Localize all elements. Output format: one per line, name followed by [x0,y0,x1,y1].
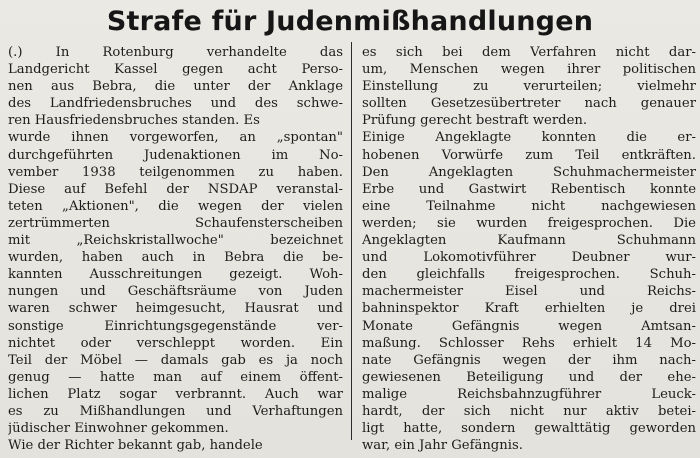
text-line: ren Hausfriedensbruches standen. Es [8,113,260,129]
text-line: machermeister Eisel und Reichs- [362,284,696,300]
text-line: mit „Reichskristallwoche" bezeichnet [8,233,343,249]
text-line: den gleichfalls freigesprochen. Schuh- [362,267,696,283]
text-line: nate Gefängnis wegen der ihm nach- [362,352,696,368]
text-line: waren schwer heimgesucht, Hausrat und [8,301,343,317]
text-line: des Landfriedensbruches und des schwe- [8,96,343,112]
text-line: maßung. Schlosser Rehs erhielt 14 Mo- [362,335,696,351]
text-line: und Lokomotivführer Deubner wur- [362,250,696,266]
text-line: hardt, der sich nicht nur aktiv betei- [362,403,696,419]
text-line: gewiesenen Beteiligung und der ehe- [362,369,696,385]
text-line: Teil der Möbel — damals gab es ja noch [8,352,343,368]
text-line: wurden, haben auch in Bebra die be- [8,250,343,266]
text-line: jüdischer Einwohner gekommen. [8,421,229,437]
text-line: nungen und Geschäftsräume von Juden [8,284,343,300]
text-line: nen aus Bebra, die unter der Anklage [8,79,343,95]
text-line: Einstellung zu verurteilen; vielmehr [362,79,696,95]
text-line: Erbe und Gastwirt Rebentisch konnte [362,181,696,197]
text-line: Den Angeklagten Schuhmachermeister [362,164,696,180]
text-line: Diese auf Befehl der NSDAP veranstal- [8,181,343,197]
text-line: Monate Gefängnis wegen Amtsan- [362,318,696,334]
text-line: malige Reichsbahnzugführer Leuck- [362,386,696,402]
left-column [8,44,343,454]
text-line: Wie der Richter bekannt gab, handele [8,438,263,454]
text-line: Angeklagten Kaufmann Schuhmann [362,233,696,249]
text-line: war, ein Jahr Gefängnis. [362,438,523,454]
text-line: teten „Aktionen", die wegen der vielen [8,198,343,214]
text-line: es sich bei dem Verfahren nicht dar- [362,45,696,60]
text-line: sollten Gesetzesübertreter nach genauer [362,96,696,112]
text-line: bahninspektor Kraft erhielten je drei [362,301,696,317]
text-line: Landgericht Kassel gegen acht Perso- [8,62,343,78]
text-line: zertrümmerten Schaufensterscheiben [8,215,343,231]
text-line: eine Teilnahme nicht nachgewiesen [362,198,696,214]
text-line: genug — hatte man auf einem öffent- [8,369,343,385]
text-line: hobenen Vorwürfe zum Teil entkräften. [362,147,696,163]
column-divider [351,42,352,440]
text-line: kannten Ausschreitungen gezeigt. Woh- [8,267,343,283]
text-line: sonstige Einrichtungsgegenstände ver- [8,318,343,334]
text-line: um, Menschen wegen ihrer politischen [362,62,696,78]
right-column [362,44,696,454]
text-line: (.) In Rotenburg verhandelte das [8,45,343,60]
text-line: wurde ihnen vorgeworfen, an „spontan" [8,130,343,146]
text-line: Einige Angeklagte konnten die er- [362,130,696,146]
text-line: ligt hatte, sondern gewalttätig geworden [362,421,696,437]
text-line: nichtet oder verschleppt worden. Ein [8,335,343,351]
text-line: durchgeführten Judenaktionen im No- [8,147,343,163]
text-line: vember 1938 teilgenommen zu haben. [8,164,343,180]
text-line: werden; sie wurden freigesprochen. Die [362,215,696,231]
text-line: Prüfung gerecht bestraft werden. [362,113,588,129]
text-line: es zu Mißhandlungen und Verhaftungen [8,403,343,419]
headline: Strafe für Judenmißhandlungen [106,6,594,37]
text-line: lichen Platz sogar verbrannt. Auch war [8,386,343,402]
